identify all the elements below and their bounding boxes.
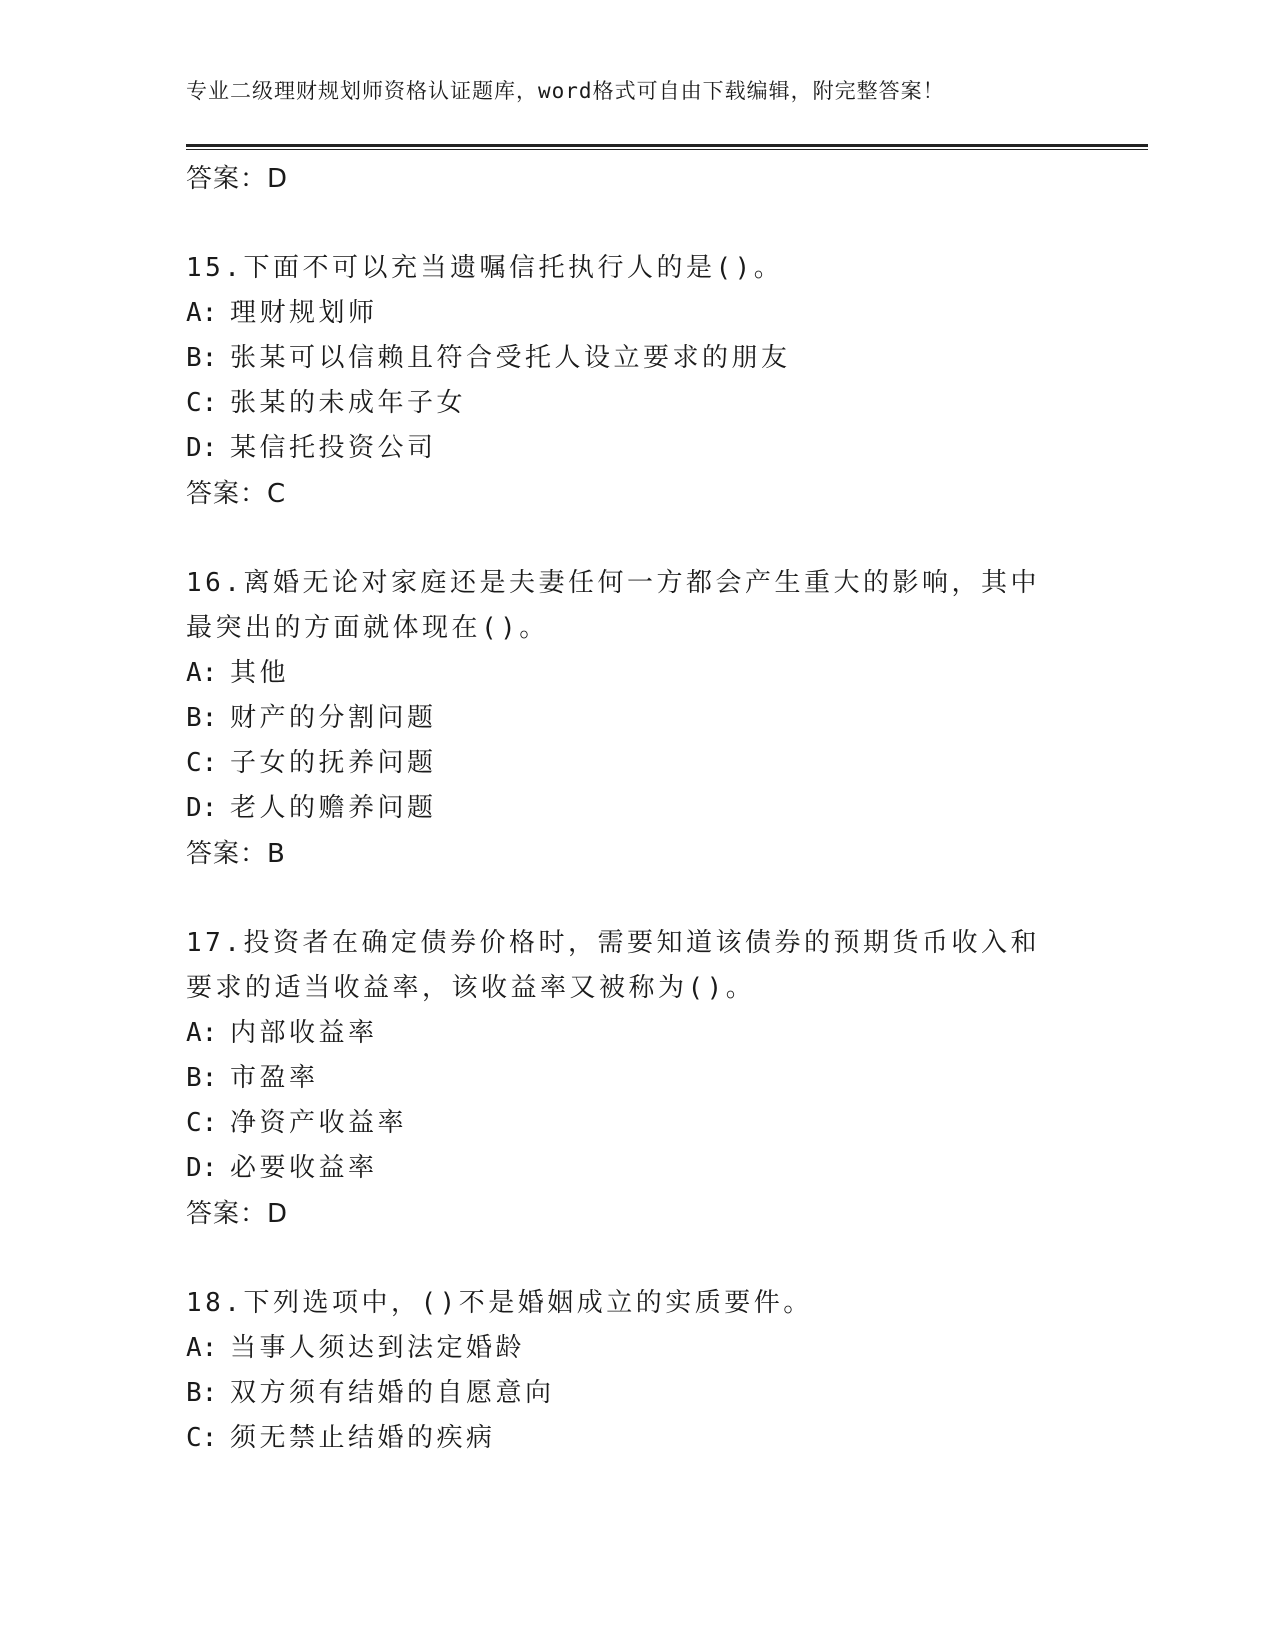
option-letter: D: xyxy=(186,793,218,823)
option-letter: B: xyxy=(186,1063,218,1093)
header-divider-thick xyxy=(186,144,1148,147)
option-a xyxy=(186,1326,1086,1371)
answer-line: 答案：C xyxy=(186,479,287,509)
option-letter: C: xyxy=(186,1423,218,1453)
option-d xyxy=(186,426,1086,471)
option-text: 净资产收益率 xyxy=(230,1108,408,1138)
option-text: 理财规划师 xyxy=(230,298,378,328)
option-b xyxy=(186,1371,1086,1416)
question-18 xyxy=(186,1281,1086,1461)
question-text: 17.投资者在确定债券价格时，需要知道该债券的预期货币收入和要求的适当收益率，该收益率又被称为()。 xyxy=(186,928,1040,1003)
option-text: 其他 xyxy=(230,658,290,688)
page-header: 专业二级理财规划师资格认证题库，word格式可自由下载编辑，附完整答案！ xyxy=(186,79,945,103)
option-text: 张某的未成年子女 xyxy=(230,388,467,418)
option-text: 双方须有结婚的自愿意向 xyxy=(230,1378,555,1408)
option-letter: B: xyxy=(186,1378,218,1408)
option-text: 子女的抚养问题 xyxy=(230,748,437,778)
option-text: 内部收益率 xyxy=(230,1018,378,1048)
option-letter: D: xyxy=(186,1153,218,1183)
option-letter: A: xyxy=(186,1333,218,1363)
header-divider-thin xyxy=(186,149,1148,150)
option-text: 老人的赡养问题 xyxy=(230,793,437,823)
option-a xyxy=(186,651,1086,696)
option-letter: B: xyxy=(186,343,218,373)
option-c xyxy=(186,1416,1086,1461)
question-text: 16.离婚无论对家庭还是夫妻任何一方都会产生重大的影响，其中最突出的方面就体现在()。 xyxy=(186,568,1040,643)
option-letter: A: xyxy=(186,298,218,328)
option-b xyxy=(186,336,1086,381)
question-15 xyxy=(186,246,1086,517)
previous-answer: 答案：D xyxy=(186,164,289,194)
option-letter: D: xyxy=(186,433,218,463)
option-c xyxy=(186,1101,1086,1146)
header-divider xyxy=(186,144,1148,150)
question-17 xyxy=(186,921,1086,1237)
question-text: 18.下列选项中，()不是婚姻成立的实质要件。 xyxy=(186,1288,813,1318)
option-letter: A: xyxy=(186,1018,218,1048)
option-b xyxy=(186,696,1086,741)
option-text: 某信托投资公司 xyxy=(230,433,437,463)
answer-line: 答案：B xyxy=(186,839,286,869)
option-b xyxy=(186,1056,1086,1101)
option-letter: C: xyxy=(186,388,218,418)
option-a xyxy=(186,291,1086,336)
question-list xyxy=(186,156,1086,1461)
option-c xyxy=(186,381,1086,426)
option-text: 财产的分割问题 xyxy=(230,703,437,733)
option-letter: C: xyxy=(186,748,218,778)
option-d xyxy=(186,786,1086,831)
option-c xyxy=(186,741,1086,786)
question-16 xyxy=(186,561,1086,877)
option-text: 张某可以信赖且符合受托人设立要求的朋友 xyxy=(230,343,791,373)
option-letter: A: xyxy=(186,658,218,688)
option-text: 必要收益率 xyxy=(230,1153,378,1183)
option-text: 当事人须达到法定婚龄 xyxy=(230,1333,526,1363)
option-a xyxy=(186,1011,1086,1056)
answer-line: 答案：D xyxy=(186,1199,289,1229)
question-text: 15.下面不可以充当遗嘱信托执行人的是()。 xyxy=(186,253,784,283)
option-letter: B: xyxy=(186,703,218,733)
option-d xyxy=(186,1146,1086,1191)
option-text: 市盈率 xyxy=(230,1063,319,1093)
option-text: 须无禁止结婚的疾病 xyxy=(230,1423,496,1453)
option-letter: C: xyxy=(186,1108,218,1138)
